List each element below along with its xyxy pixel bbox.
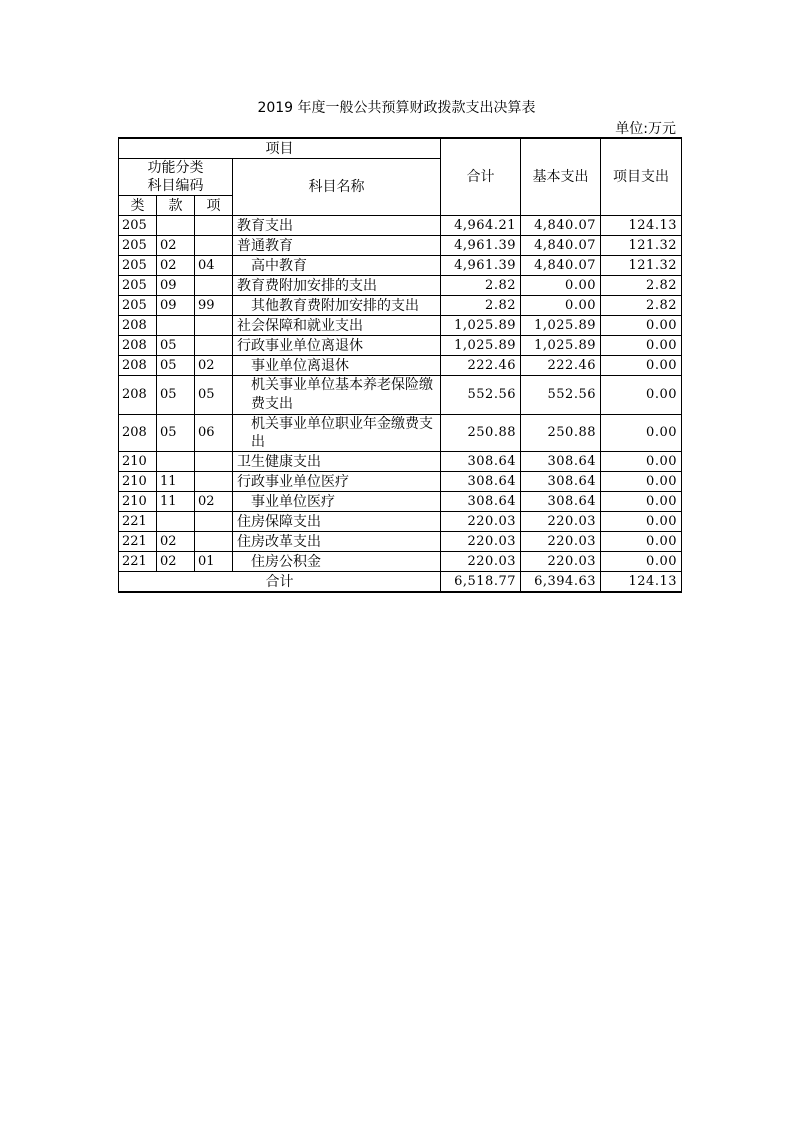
table-row	[119, 415, 682, 452]
item-name-cell: 事业单位离退休	[233, 356, 441, 376]
table-row	[119, 512, 682, 532]
table-row	[119, 376, 682, 415]
code-kuan-cell: 09	[157, 296, 195, 316]
project-cell: 0.00	[601, 336, 682, 356]
code-kuan-cell	[157, 452, 195, 472]
item-name-cell: 其他教育费附加安排的支出	[233, 296, 441, 316]
total-cell: 220.03	[441, 532, 521, 552]
code-kuan-cell	[157, 216, 195, 236]
total-cell: 4,964.21	[441, 216, 521, 236]
item-name-cell: 机关事业单位基本养老保险缴费支出	[233, 376, 441, 415]
code-kuan-cell: 11	[157, 492, 195, 512]
project-cell: 0.00	[601, 492, 682, 512]
header-basic: 基本支出	[521, 138, 601, 216]
code-kuan-cell	[157, 512, 195, 532]
code-kuan-cell: 09	[157, 276, 195, 296]
basic-cell: 220.03	[521, 532, 601, 552]
header-lei: 类	[119, 196, 157, 216]
project-cell: 2.82	[601, 296, 682, 316]
code-lei-cell: 208	[119, 356, 157, 376]
code-xiang-cell: 02	[195, 492, 233, 512]
item-name-cell: 事业单位医疗	[233, 492, 441, 512]
code-lei-cell: 205	[119, 256, 157, 276]
basic-cell: 220.03	[521, 512, 601, 532]
basic-cell: 250.88	[521, 415, 601, 452]
table-row	[119, 492, 682, 512]
project-cell: 0.00	[601, 356, 682, 376]
table-row	[119, 452, 682, 472]
code-lei-cell: 205	[119, 216, 157, 236]
code-kuan-cell: 05	[157, 415, 195, 452]
table-row	[119, 276, 682, 296]
code-kuan-cell: 11	[157, 472, 195, 492]
code-xiang-cell	[195, 472, 233, 492]
code-xiang-cell	[195, 336, 233, 356]
table-row	[119, 356, 682, 376]
total-cell: 220.03	[441, 552, 521, 572]
item-name-cell: 卫生健康支出	[233, 452, 441, 472]
project-cell: 0.00	[601, 552, 682, 572]
total-cell: 1,025.89	[441, 336, 521, 356]
code-lei-cell: 205	[119, 236, 157, 256]
code-lei-cell: 210	[119, 492, 157, 512]
header-func-code-line2: 科目编码	[147, 178, 204, 194]
code-lei-cell: 221	[119, 552, 157, 572]
project-cell: 2.82	[601, 276, 682, 296]
item-name-cell: 机关事业单位职业年金缴费支出	[233, 415, 441, 452]
total-cell: 308.64	[441, 472, 521, 492]
table-row	[119, 256, 682, 276]
code-kuan-cell: 05	[157, 376, 195, 415]
item-name-cell: 住房保障支出	[233, 512, 441, 532]
header-func-code-line1: 功能分类	[147, 160, 204, 176]
project-cell: 124.13	[601, 216, 682, 236]
code-xiang-cell: 06	[195, 415, 233, 452]
code-kuan-cell: 02	[157, 256, 195, 276]
project-cell: 0.00	[601, 316, 682, 336]
header-project-expense: 项目支出	[601, 138, 682, 216]
total-cell: 308.64	[441, 452, 521, 472]
code-lei-cell: 208	[119, 376, 157, 415]
basic-cell: 4,840.07	[521, 236, 601, 256]
basic-cell: 4,840.07	[521, 256, 601, 276]
code-xiang-cell: 05	[195, 376, 233, 415]
total-cell: 552.56	[441, 376, 521, 415]
code-lei-cell: 210	[119, 472, 157, 492]
total-cell: 222.46	[441, 356, 521, 376]
total-row	[119, 572, 682, 593]
code-xiang-cell: 99	[195, 296, 233, 316]
header-row-1	[119, 138, 682, 159]
table-row	[119, 552, 682, 572]
code-lei-cell: 210	[119, 452, 157, 472]
code-xiang-cell: 02	[195, 356, 233, 376]
project-cell: 0.00	[601, 452, 682, 472]
total-cell: 250.88	[441, 415, 521, 452]
header-project: 项目	[119, 138, 441, 159]
basic-cell: 0.00	[521, 296, 601, 316]
total-cell: 220.03	[441, 512, 521, 532]
code-lei-cell: 205	[119, 276, 157, 296]
code-xiang-cell	[195, 236, 233, 256]
table-row	[119, 532, 682, 552]
code-xiang-cell	[195, 452, 233, 472]
grand-project-cell: 124.13	[601, 572, 682, 593]
grand-total-cell: 6,518.77	[441, 572, 521, 593]
project-cell: 0.00	[601, 415, 682, 452]
item-name-cell: 住房改革支出	[233, 532, 441, 552]
project-cell: 121.32	[601, 256, 682, 276]
unit-label: 单位:万元	[615, 121, 676, 137]
code-xiang-cell	[195, 512, 233, 532]
code-lei-cell: 208	[119, 415, 157, 452]
table-row	[119, 296, 682, 316]
code-xiang-cell: 01	[195, 552, 233, 572]
table-row	[119, 236, 682, 256]
basic-cell: 308.64	[521, 452, 601, 472]
code-kuan-cell: 02	[157, 532, 195, 552]
item-name-cell: 教育支出	[233, 216, 441, 236]
code-lei-cell: 205	[119, 296, 157, 316]
code-lei-cell: 208	[119, 316, 157, 336]
table-row	[119, 336, 682, 356]
table-row	[119, 216, 682, 236]
header-xiang: 项	[195, 196, 233, 216]
header-total: 合计	[441, 138, 521, 216]
code-kuan-cell	[157, 316, 195, 336]
item-name-cell: 普通教育	[233, 236, 441, 256]
total-cell: 4,961.39	[441, 256, 521, 276]
total-cell: 2.82	[441, 296, 521, 316]
basic-cell: 222.46	[521, 356, 601, 376]
code-xiang-cell	[195, 276, 233, 296]
code-lei-cell: 221	[119, 512, 157, 532]
item-name-cell: 社会保障和就业支出	[233, 316, 441, 336]
code-kuan-cell: 05	[157, 336, 195, 356]
budget-table	[118, 137, 682, 593]
item-name-cell: 行政事业单位离退休	[233, 336, 441, 356]
total-cell: 308.64	[441, 492, 521, 512]
header-func-code	[119, 159, 233, 196]
basic-cell: 308.64	[521, 492, 601, 512]
item-name-cell: 高中教育	[233, 256, 441, 276]
table-row	[119, 472, 682, 492]
basic-cell: 308.64	[521, 472, 601, 492]
item-name-cell: 教育费附加安排的支出	[233, 276, 441, 296]
total-cell: 1,025.89	[441, 316, 521, 336]
basic-cell: 220.03	[521, 552, 601, 572]
header-kuan: 款	[157, 196, 195, 216]
code-lei-cell: 221	[119, 532, 157, 552]
project-cell: 0.00	[601, 512, 682, 532]
project-cell: 121.32	[601, 236, 682, 256]
code-xiang-cell	[195, 532, 233, 552]
basic-cell: 1,025.89	[521, 336, 601, 356]
basic-cell: 0.00	[521, 276, 601, 296]
total-cell: 2.82	[441, 276, 521, 296]
code-kuan-cell: 02	[157, 236, 195, 256]
project-cell: 0.00	[601, 376, 682, 415]
total-cell: 4,961.39	[441, 236, 521, 256]
document-title: 2019 年度一般公共预算财政拨款支出决算表	[257, 100, 536, 116]
code-kuan-cell: 05	[157, 356, 195, 376]
basic-cell: 4,840.07	[521, 216, 601, 236]
table-row	[119, 316, 682, 336]
basic-cell: 1,025.89	[521, 316, 601, 336]
basic-cell: 552.56	[521, 376, 601, 415]
total-label: 合计	[119, 572, 441, 593]
grand-basic-cell: 6,394.63	[521, 572, 601, 593]
code-lei-cell: 208	[119, 336, 157, 356]
code-kuan-cell: 02	[157, 552, 195, 572]
item-name-cell: 行政事业单位医疗	[233, 472, 441, 492]
header-name: 科目名称	[233, 159, 441, 216]
code-xiang-cell	[195, 216, 233, 236]
project-cell: 0.00	[601, 532, 682, 552]
code-xiang-cell: 04	[195, 256, 233, 276]
project-cell: 0.00	[601, 472, 682, 492]
code-xiang-cell	[195, 316, 233, 336]
item-name-cell: 住房公积金	[233, 552, 441, 572]
